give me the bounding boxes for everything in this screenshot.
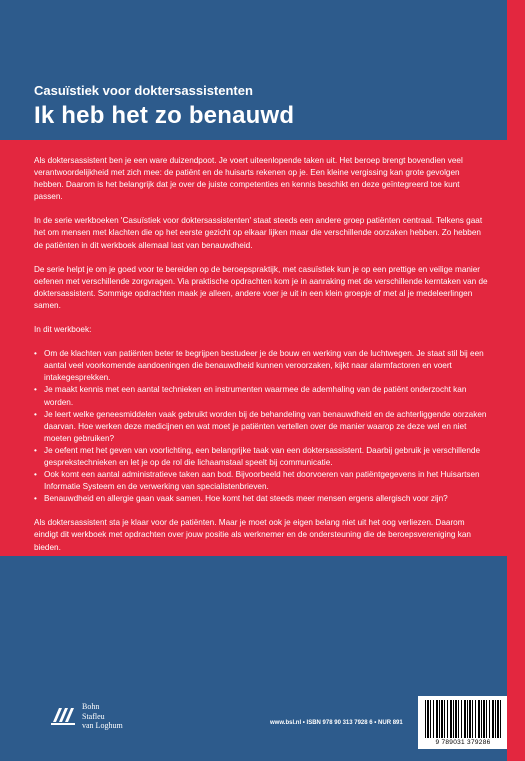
- intro-paragraph-3: De serie helpt je om je goed voor te bereiden op de beroepspraktijk, met casuïstiek kun je op een prettige en veilige manier oefenen met verschillende zorgvragen. Via praktische opdrachten kom je in aanraking met de verschillende kerntaken van de doktersassistent. Sommige opdrachten maak je alleen, andere voer je uit in een klein groepje of met al je medeleerlingen samen.: [34, 264, 488, 310]
- barcode-number: 9 789031 379286: [435, 739, 491, 746]
- series-title: Casuïstiek voor doktersassistenten: [34, 83, 253, 98]
- publisher-name: [82, 702, 123, 731]
- publisher-line: Stafleu: [82, 711, 105, 721]
- barcode-bars: [425, 700, 501, 738]
- contents-list: [34, 348, 489, 505]
- list-item: • Je maakt kennis met een aantal technieken en instrumenten waarmee de ademhaling van de patiënt onderzocht kan worden.: [34, 384, 489, 408]
- isbn-barcode: [418, 696, 507, 749]
- isbn-meta-line: www.bsl.nl • ISBN 978 90 313 7928 6 • NUR 891: [270, 720, 403, 726]
- list-item: • Ook komt een aantal administratieve taken aan bod. Bijvoorbeeld het doorvoeren van patiëntgegevens in het Huisartsen Informatie Systeem en de verwerking van specialistenbrieven.: [34, 469, 489, 493]
- cover-footer: [0, 556, 507, 761]
- book-title: Ik heb het zo benauwd: [34, 102, 295, 129]
- list-item: • Om de klachten van patiënten beter te begrijpen bestudeer je de bouw en werking van de luchtwegen. Je staat stil bij een aantal veel voorkomende aandoeningen die benauwdheid kunnen veroorzaken, kijkt naar alarmfactoren en voert intakegesprekken.: [34, 348, 489, 384]
- list-intro: In dit werkboek:: [34, 325, 92, 335]
- list-item: • Je leert welke geneesmiddelen vaak gebruikt worden bij de behandeling van benauwdheid en de achterliggende oorzaken daarvan. Hoe werken deze medicijnen en wat moet je patiënten vertellen over de manier waarop ze deze wel en niet moeten gebruiken?: [34, 409, 489, 445]
- list-item: • Benauwdheid en allergie gaan vaak samen. Hoe komt het dat steeds meer mensen ergens allergisch voor zijn?: [34, 493, 489, 505]
- publisher-line: Bohn: [82, 702, 100, 711]
- publisher-line: van Loghum: [82, 721, 123, 730]
- back-cover-text-panel: [0, 140, 507, 556]
- list-item: • Je oefent met het geven van voorlichting, een belangrijke taak van een doktersassistent. Daarbij gebruik je verschillende gesprekstechnieken en let je op de rol die lichaamstaal speelt bij communicatie.: [34, 445, 489, 469]
- closing-paragraph: Als doktersassistent sta je klaar voor de patiënten. Maar je moet ook je eigen belang niet uit het oog verliezen. Daarom eindigt dit werkboek met opdrachten over jouw positie als werknemer en de ondersteuning die de beroepsvereniging kan bieden.: [34, 518, 471, 552]
- intro-paragraph-2: In de serie werkboeken 'Casuïstiek voor doktersassistenten' staat steeds een andere groep patiënten centraal. Telkens gaat het om mensen met klachten die op het eerste gezicht op elkaar lijken maar die verschillende oorzaken hebben. Zo hebben de patiënten in dit werkboek allemaal last van benauwdheid.: [34, 216, 483, 250]
- bsl-logo-icon: [50, 702, 76, 728]
- cover-top-band: [0, 0, 507, 140]
- spine-strip: [507, 0, 525, 761]
- intro-paragraph-1: Als doktersassistent ben je een ware duizendpoot. Je voert uiteenlopende taken uit. Het beroep brengt bovendien veel verantwoordelijkheid met zich mee: de patiënt en de huisarts rekenen op je. Een kleine vergissing kan grote gevolgen hebben. Daarom is het belangrijk dat je over de juiste competenties en kennis beschikt en deze geïntegreerd toe kunt passen.: [34, 156, 463, 202]
